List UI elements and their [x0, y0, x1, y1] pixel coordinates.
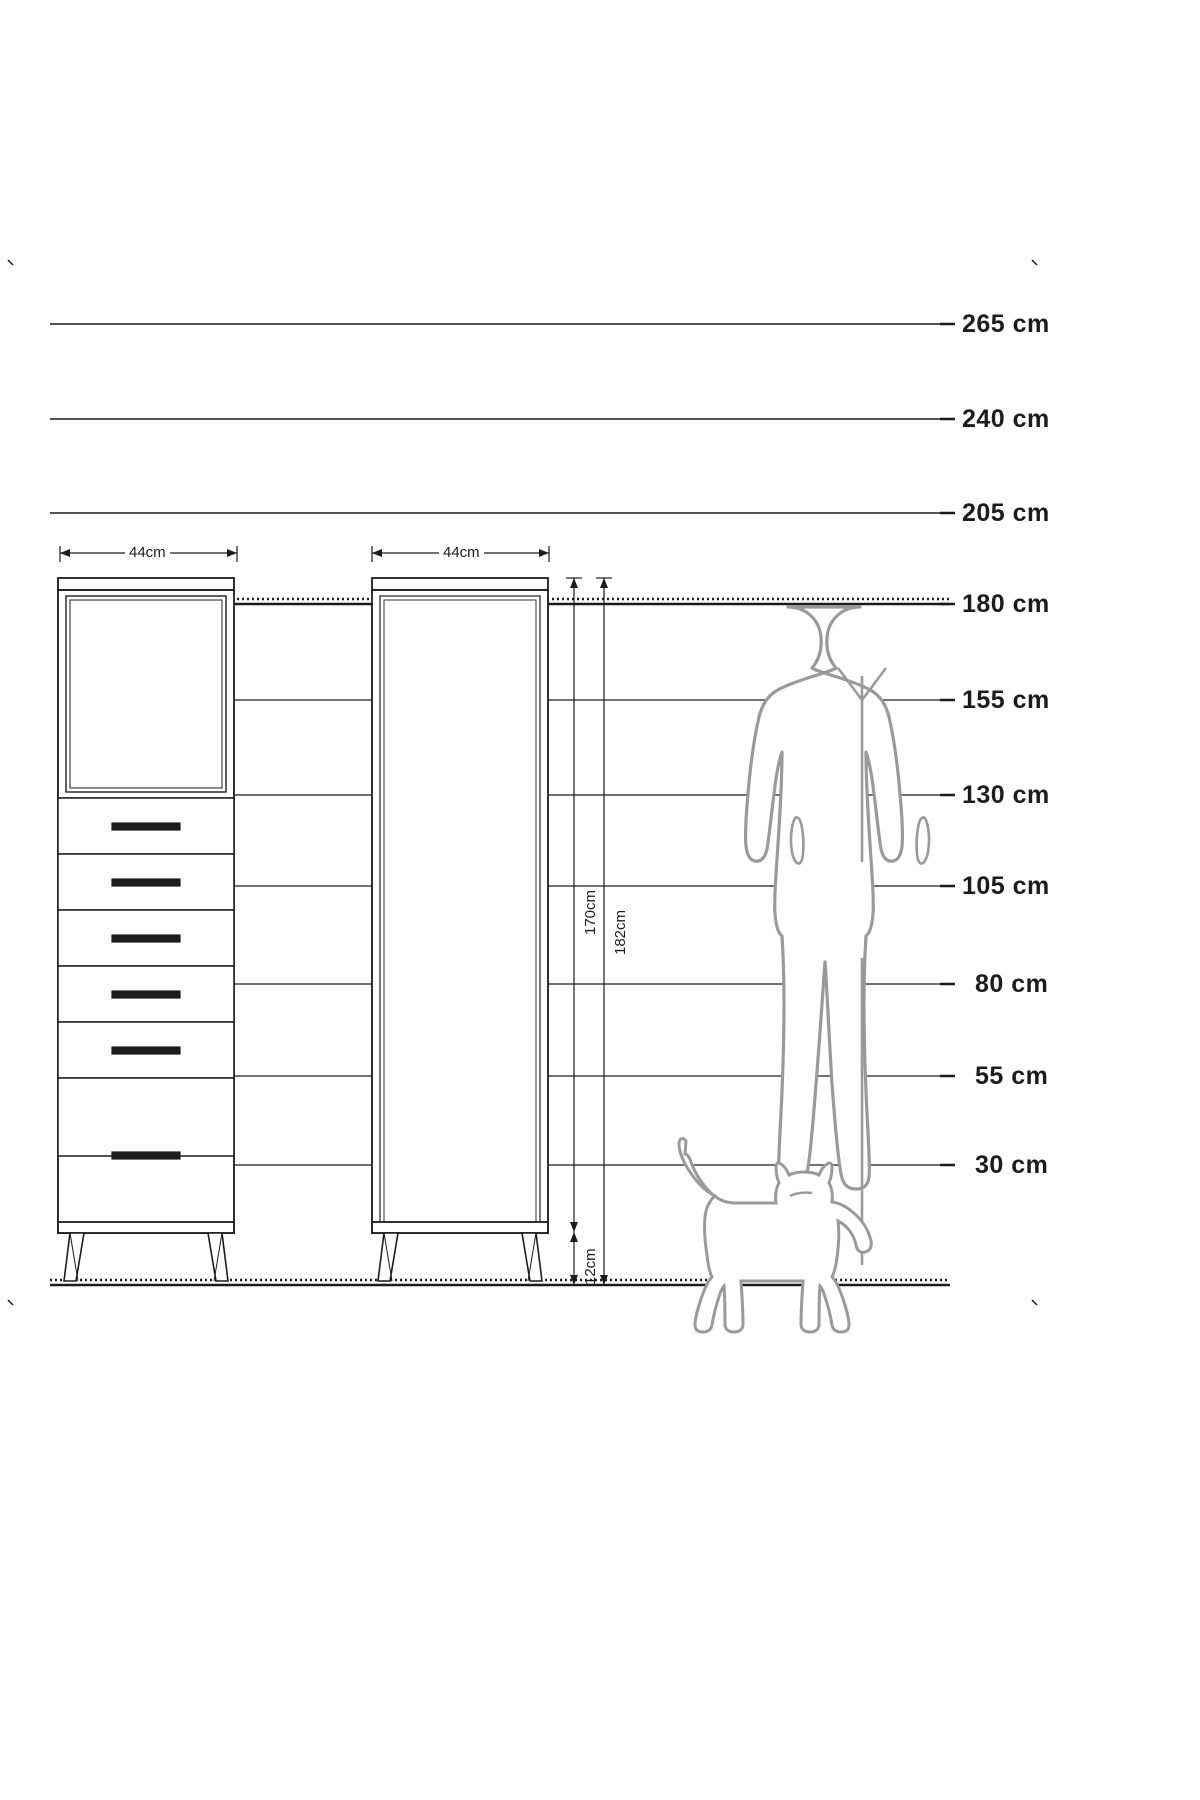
drawer-3[interactable] [58, 910, 234, 966]
height-label-12: 12cm [582, 1248, 599, 1285]
scale-label-105: 105 cm [962, 872, 1050, 900]
scale-label-180: 180 cm [962, 590, 1050, 618]
scale-label-205: 205 cm [962, 499, 1050, 527]
scale-label-130: 130 cm [962, 781, 1050, 809]
cabinet-tall-unit[interactable] [372, 578, 548, 1281]
drawer-6[interactable] [58, 1078, 234, 1159]
scale-label-155: 155 cm [962, 686, 1050, 714]
scale-label-240: 240 cm [962, 405, 1050, 433]
drawer-4[interactable] [58, 966, 234, 1022]
height-label-182: 182cm [612, 909, 629, 955]
height-label-170: 170cm [582, 889, 599, 935]
drawer-5[interactable] [58, 1022, 234, 1078]
scale-label-55: 55 cm [975, 1062, 1049, 1090]
scale-line-180 [232, 599, 950, 604]
man-silhouette [746, 607, 929, 1265]
width-label-cabinet-1: 44cm [125, 544, 170, 561]
drawer-2[interactable] [58, 854, 234, 910]
height-dimension-170 [566, 578, 582, 1232]
drawer-1[interactable] [58, 798, 234, 854]
scale-label-80: 80 cm [975, 970, 1049, 998]
width-label-cabinet-2: 44cm [439, 544, 484, 561]
height-dimension-12 [570, 1232, 578, 1285]
cabinet-drawer-unit[interactable] [58, 578, 234, 1281]
scale-label-30: 30 cm [975, 1151, 1049, 1179]
cabinet-legs-2 [378, 1233, 542, 1281]
cabinet-legs-1 [64, 1233, 228, 1281]
scale-label-265: 265 cm [962, 310, 1050, 338]
